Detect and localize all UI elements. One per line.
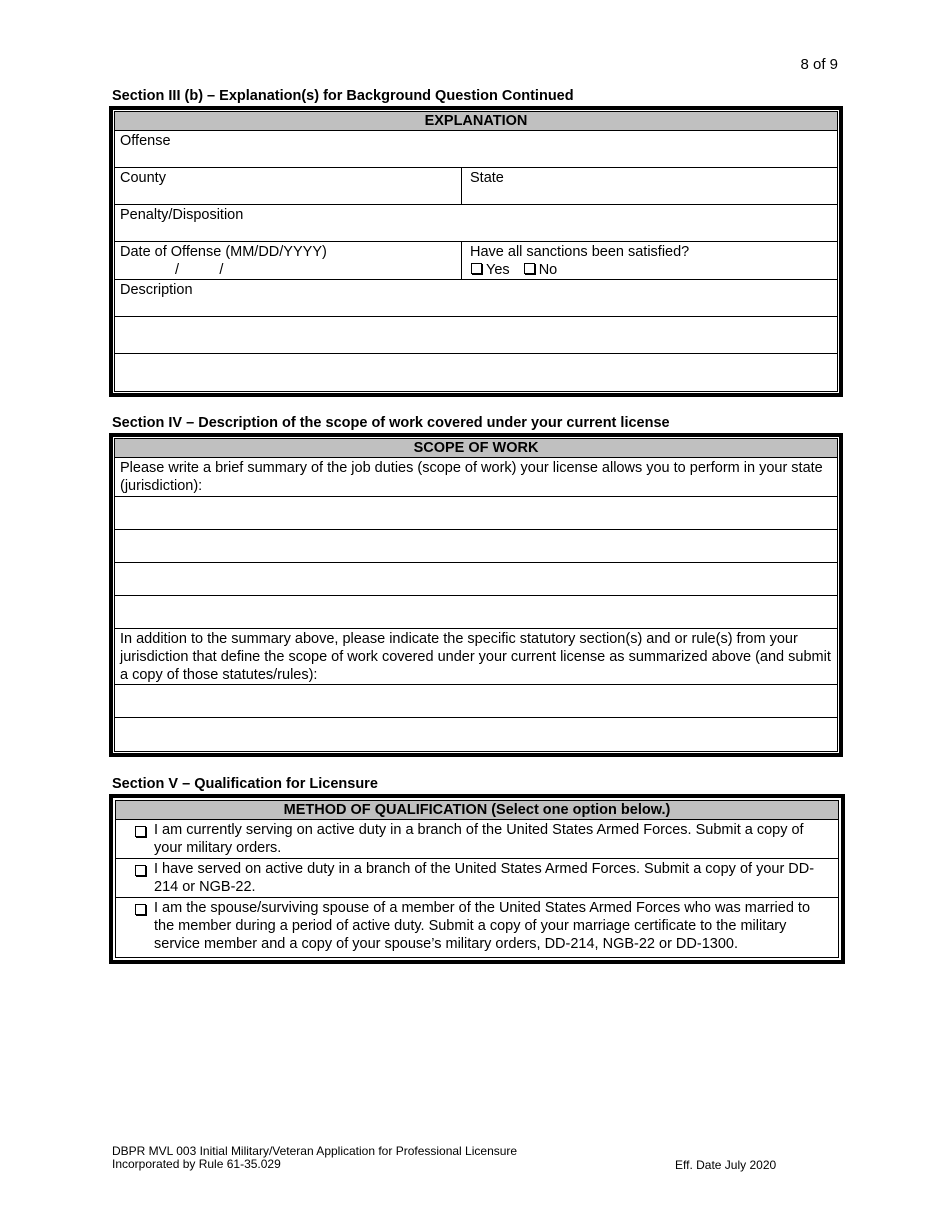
county-field[interactable] (115, 168, 462, 204)
footer (112, 1145, 517, 1171)
no-label: No (538, 262, 558, 278)
qualification-option-active-duty[interactable] (116, 820, 838, 859)
description-label: Description (120, 282, 193, 298)
scope-line[interactable] (115, 530, 837, 563)
option-checkbox[interactable] (135, 904, 146, 915)
qualification-table (109, 794, 845, 964)
explanation-header: EXPLANATION (115, 112, 837, 131)
yes-label: Yes (486, 262, 510, 278)
state-field[interactable] (462, 168, 837, 204)
footer-form-title: DBPR MVL 003 Initial Military/Veteran Application for Professional Licensure (112, 1144, 518, 1158)
scope-line[interactable] (115, 563, 837, 596)
statute-prompt: In addition to the summary above, please indicate the specific statutory section(s) and or rule(s) from your jurisdiction that define the scope of work covered under your current license as summarized above (and submit a copy of those statutes/rules): (120, 631, 831, 683)
statute-line[interactable] (115, 718, 837, 751)
qualification-option-veteran[interactable] (116, 859, 838, 898)
qualification-option-spouse[interactable] (116, 898, 838, 957)
penalty-label: Penalty/Disposition (120, 207, 244, 223)
description-field[interactable] (115, 280, 837, 317)
footer-rule: Incorporated by Rule 61-35.029 (112, 1157, 281, 1171)
footer-eff-date: Eff. Date July 2020 (675, 1158, 777, 1172)
no-checkbox[interactable] (524, 263, 535, 274)
option-text: I am currently serving on active duty in a branch of the United States Armed Forces. Submit a copy of your military orders. (154, 822, 804, 856)
option-text: I have served on active duty in a branch of the United States Armed Forces. Submit a copy of your DD-214 or NGB-22. (154, 861, 815, 895)
sanctions-question: Have all sanctions been satisfied? (470, 244, 690, 260)
scope-of-work-table (109, 433, 843, 757)
sanctions-field (462, 242, 837, 279)
section-3b-heading: Section III (b) – Explanation(s) for Background Question Continued (112, 88, 574, 104)
option-checkbox[interactable] (135, 826, 146, 837)
option-text: I am the spouse/surviving spouse of a member of the United States Armed Forces who was married to the member during a period of active duty. Submit a copy of your marriage certificate to the military service member and a copy of your spouse’s military orders, DD-214, NGB-22 or DD-1300. (154, 900, 811, 952)
county-label: County (120, 170, 166, 186)
page-number: 8 of 9 (800, 56, 838, 73)
penalty-field[interactable] (115, 205, 837, 242)
qualification-header: METHOD OF QUALIFICATION (Select one option below.) (116, 801, 838, 820)
scope-prompt: Please write a brief summary of the job duties (scope of work) your license allows you to perform in your state (jurisdiction): (120, 460, 823, 494)
yes-checkbox[interactable] (471, 263, 482, 274)
description-line[interactable] (115, 354, 837, 391)
scope-line[interactable] (115, 497, 837, 530)
option-checkbox[interactable] (135, 865, 146, 876)
date-of-offense-field[interactable] (115, 242, 462, 279)
date-of-offense-label: Date of Offense (MM/DD/YYYY) (120, 244, 327, 260)
description-line[interactable] (115, 317, 837, 354)
offense-field[interactable] (115, 131, 837, 168)
offense-label: Offense (120, 133, 171, 149)
section-5-heading: Section V – Qualification for Licensure (112, 776, 378, 792)
scope-line[interactable] (115, 596, 837, 629)
scope-of-work-header: SCOPE OF WORK (115, 439, 837, 458)
statute-line[interactable] (115, 685, 837, 718)
date-slashes: / / (175, 262, 224, 278)
state-label: State (470, 170, 504, 186)
explanation-table (109, 106, 843, 397)
section-4-heading: Section IV – Description of the scope of work covered under your current license (112, 415, 670, 431)
